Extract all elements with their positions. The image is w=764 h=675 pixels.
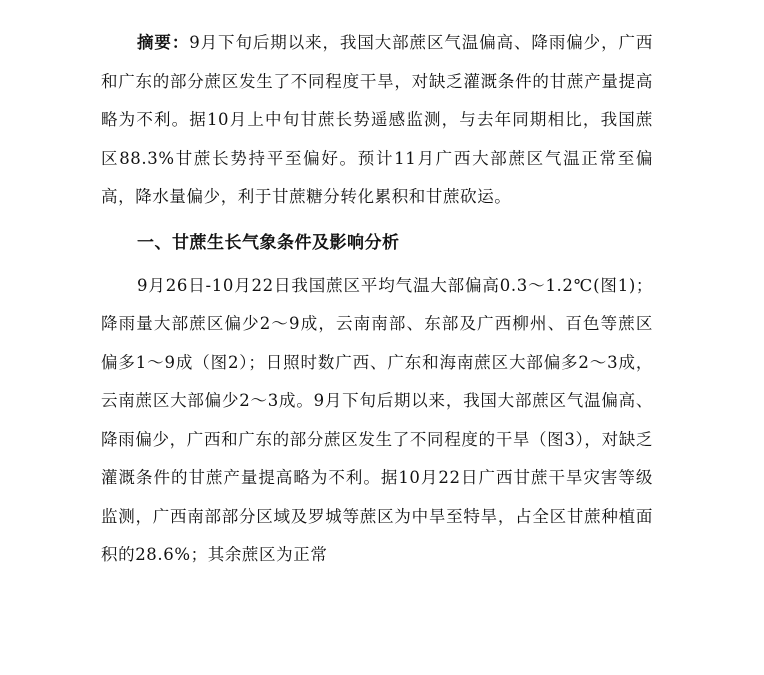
abstract-paragraph — [101, 24, 653, 217]
section-heading: 一、甘蔗生长气象条件及影响分析 — [137, 232, 400, 253]
abstract-text: 9月下旬后期以来，我国大部蔗区气温偏高、降雨偏少，广西和广东的部分蔗区发生了不同程度干旱，对缺乏灌溉条件的甘蔗产量提高略为不利。据10月上中旬甘蔗长势遥感监测，与去年同期相比，我国蔗区88.3%甘蔗长势持平至偏好。预计11月广西大部蔗区气温正常至偏高，降水量偏少，利于甘蔗糖分转化累积和甘蔗砍运。 — [101, 33, 653, 206]
document-body — [101, 24, 653, 575]
section-paragraph: 9月26日-10月22日我国蔗区平均气温大部偏高0.3～1.2℃(图1)；降雨量大部蔗区偏少2～9成，云南南部、东部及广西柳州、百色等蔗区偏多1～9成（图2）；日照时数广西、广东和海南蔗区大部偏多2～3成，云南蔗区大部偏少2～3成。9月下旬后期以来，我国大部蔗区气温偏高、降雨偏少，广西和广东的部分蔗区发生了不同程度的干旱（图3），对缺乏灌溉条件的甘蔗产量提高略为不利。据10月22日广西甘蔗干旱灾害等级监测，广西南部部分区域及罗城等蔗区为中旱至特旱，占全区甘蔗种植面积的28.6%；其余蔗区为正常 — [101, 275, 653, 564]
abstract-label: 摘要： — [137, 33, 190, 52]
